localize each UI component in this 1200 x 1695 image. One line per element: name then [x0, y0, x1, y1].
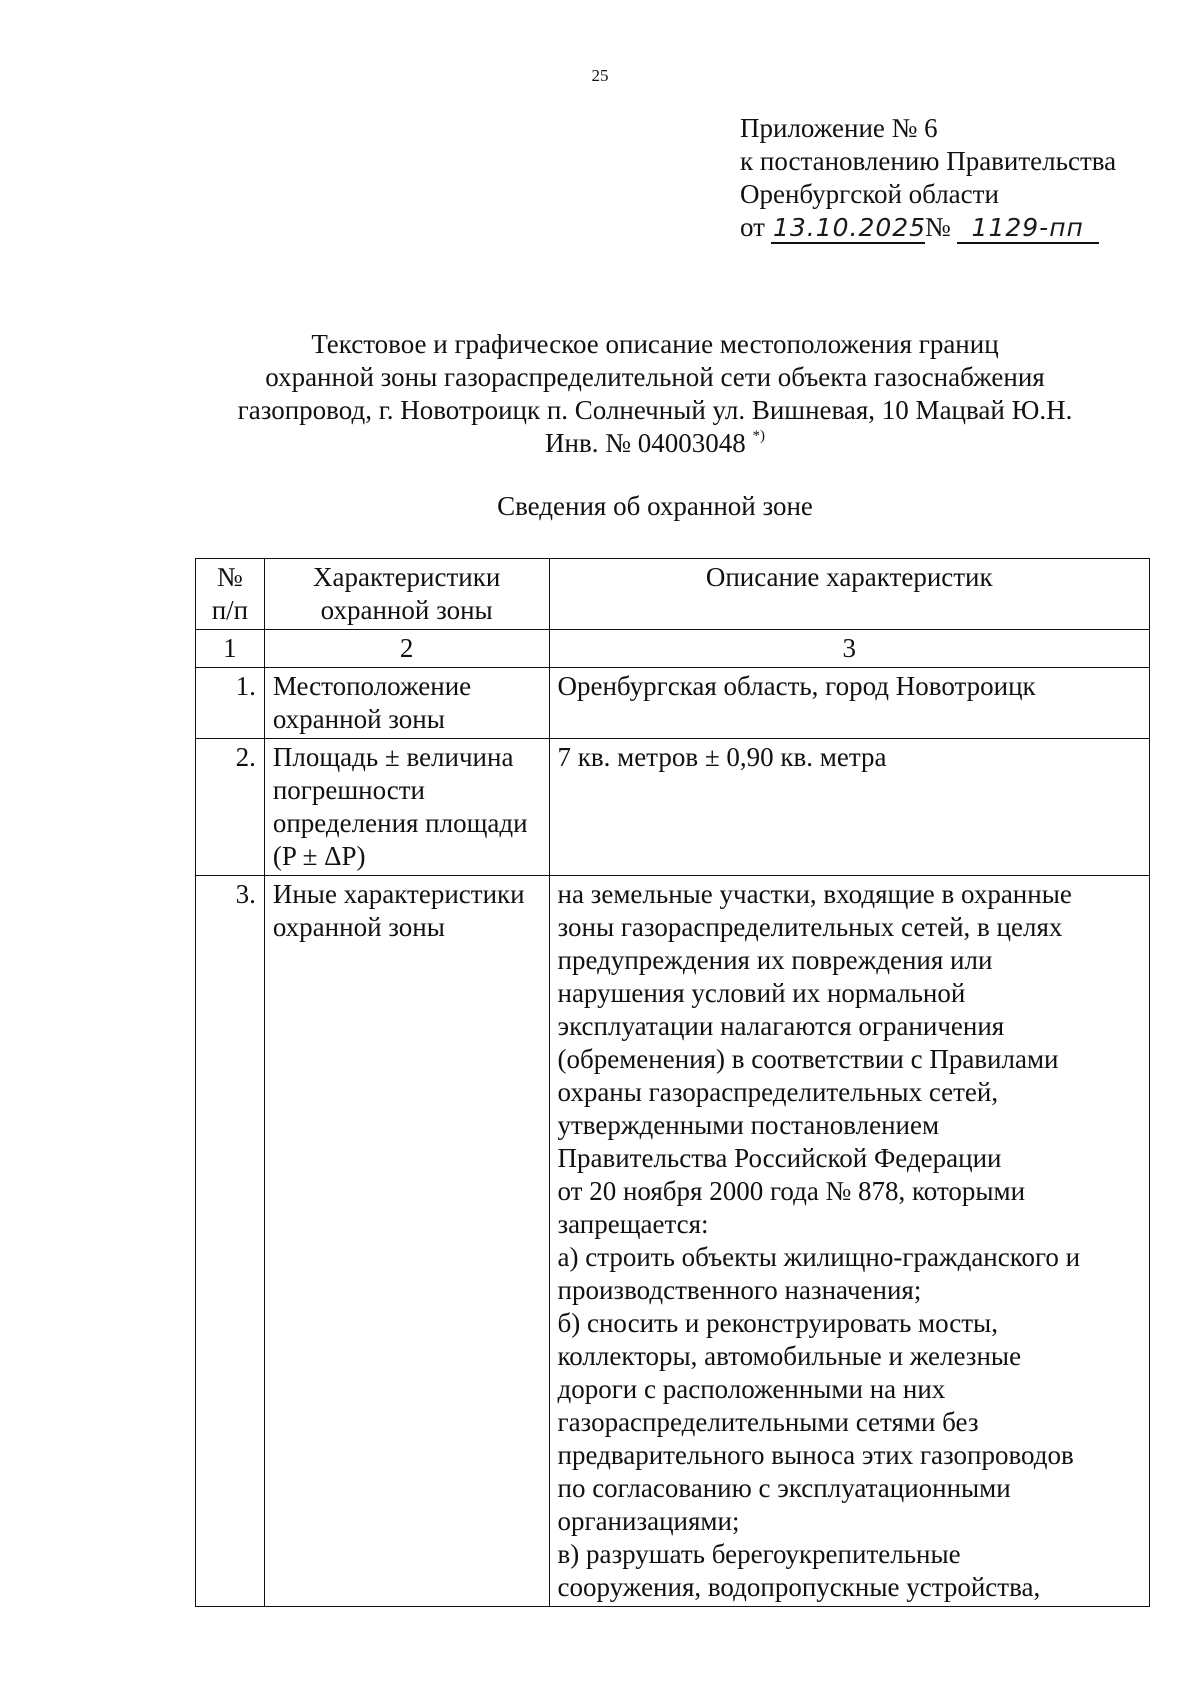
document-title: [0, 328, 1200, 460]
row-characteristic: Иные характеристики охранной зоны: [264, 876, 549, 1607]
inventory-number: Инв. № 04003048: [545, 428, 746, 458]
description-line: зоны газораспределительных сетей, в целях: [557, 912, 1063, 942]
handwritten-number: 1129-пп: [957, 214, 1099, 244]
header-characteristics: Характеристики охранной зоны: [264, 559, 549, 630]
description-line: охраны газораспределительных сетей,: [557, 1077, 999, 1107]
appendix-title: Приложение № 6: [740, 113, 938, 143]
appendix-reference: к постановлению Правительства: [740, 146, 1117, 176]
row-number: 2.: [196, 739, 265, 876]
column-number-3: 3: [549, 630, 1150, 668]
row-description: 7 кв. метров ± 0,90 кв. метра: [549, 739, 1150, 876]
row-number: 3.: [196, 876, 265, 1607]
description-line: по согласованию с эксплуатационными: [557, 1473, 1011, 1503]
column-number-row: [196, 630, 1150, 668]
description-line: производственного назначения;: [557, 1275, 922, 1305]
description-line: утвержденными постановлением: [557, 1110, 940, 1140]
title-line-2: охранной зоны газораспределительной сети объекта газоснабжения: [265, 362, 1045, 392]
description-line: эксплуатации налагаются ограничения: [557, 1011, 1005, 1041]
row-description: [549, 876, 1150, 1607]
description-line: Правительства Российской Федерации: [557, 1143, 1002, 1173]
handwritten-date: 13.10.2025: [772, 213, 927, 242]
description-line: сооружения, водопропускные устройства,: [557, 1572, 1041, 1602]
description-line: предупреждения их повреждения или: [557, 945, 993, 975]
description-line: (обременения) в соответствии с Правилами: [557, 1044, 1059, 1074]
description-line: организациями;: [557, 1506, 740, 1536]
description-line: коллекторы, автомобильные и железные: [557, 1341, 1022, 1371]
header-number: № п/п: [196, 559, 265, 630]
table-row: [196, 668, 1150, 739]
header-description: Описание характеристик: [549, 559, 1150, 630]
description-line: а) строить объекты жилищно-гражданского и: [557, 1242, 1081, 1272]
table-row: [196, 739, 1150, 876]
description-line: на земельные участки, входящие в охранные: [557, 879, 1072, 909]
description-line: газораспределительными сетями без: [557, 1407, 979, 1437]
row-characteristic: Площадь ± величина погрешности определения площади (P ± ΔP): [264, 739, 549, 876]
title-line-4: [0, 427, 1200, 460]
appendix-region: Оренбургской области: [740, 179, 999, 209]
appendix-date-number-line: [740, 211, 1116, 244]
row-number: 1.: [196, 668, 265, 739]
description-line: предварительного выноса этих газопроводов: [557, 1440, 1074, 1470]
section-title: Сведения об охранной зоне: [497, 491, 813, 521]
table-header-row: [196, 559, 1150, 630]
description-line: в) разрушать берегоукрепительные: [557, 1539, 961, 1569]
description-line: запрещается:: [557, 1209, 709, 1239]
footnote-mark: *): [752, 428, 765, 444]
column-number-2: 2: [264, 630, 549, 668]
page-number: 25: [591, 66, 609, 85]
column-number-1: 1: [196, 630, 265, 668]
protection-zone-table: [195, 558, 1150, 1607]
appendix-block: [740, 112, 1116, 244]
description-line: б) сносить и реконструировать мосты,: [557, 1308, 998, 1338]
title-line-1: Текстовое и графическое описание местоположения границ: [311, 329, 999, 359]
description-line: дороги с расположенными на них: [557, 1374, 946, 1404]
row-characteristic: Местоположение охранной зоны: [264, 668, 549, 739]
row-description: Оренбургская область, город Новотроицк: [549, 668, 1150, 739]
number-label: №: [924, 212, 951, 242]
description-line: нарушения условий их нормальной: [557, 978, 966, 1008]
table-row: [196, 876, 1150, 1607]
from-label: от: [740, 212, 765, 242]
title-line-3: газопровод, г. Новотроицк п. Солнечный ул. Вишневая, 10 Мацвай Ю.Н.: [237, 395, 1073, 425]
description-line: от 20 ноября 2000 года № 878, которыми: [557, 1176, 1026, 1206]
